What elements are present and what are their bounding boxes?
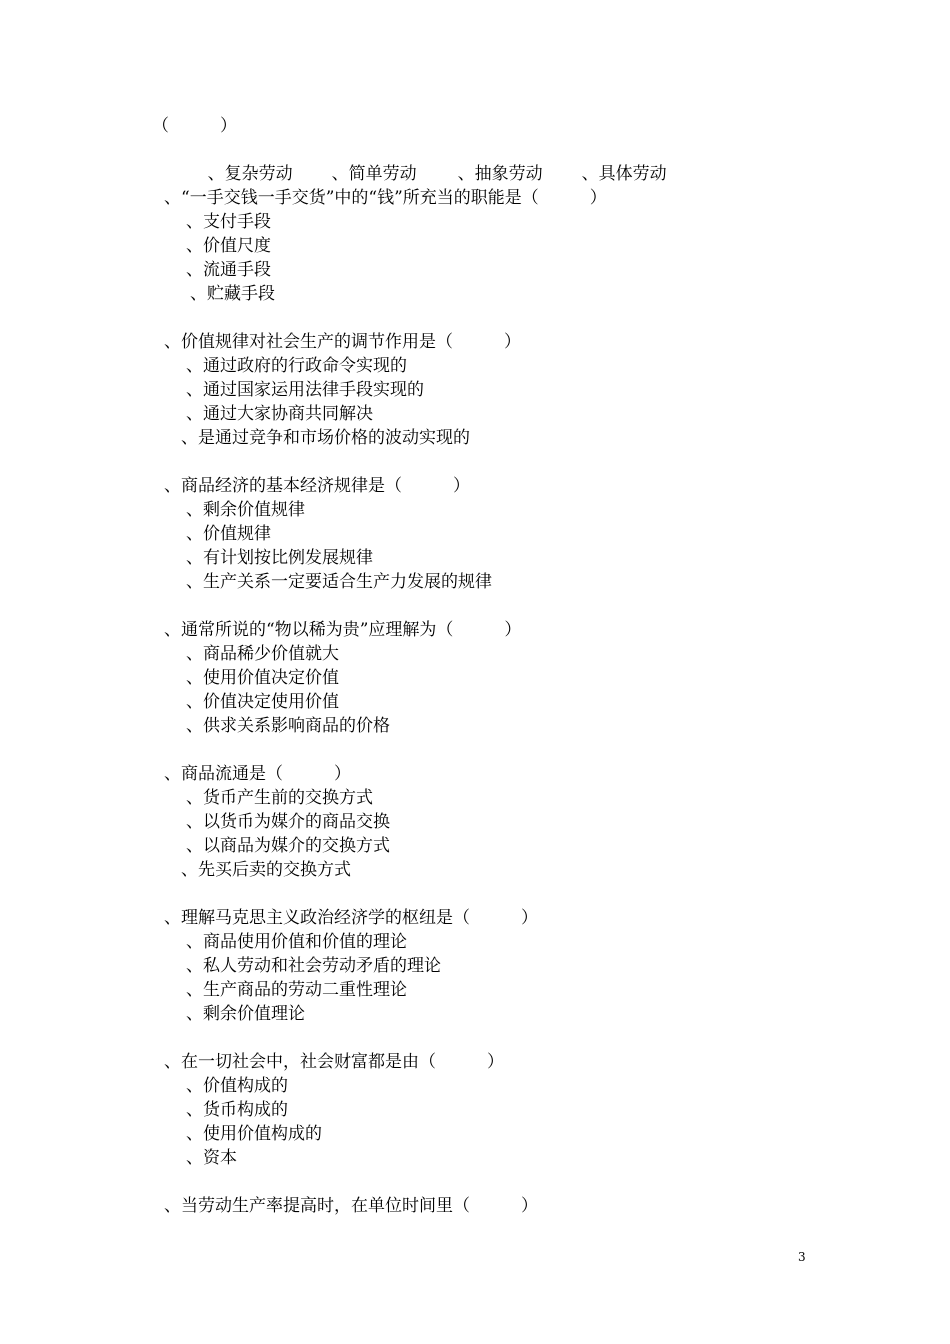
q2-option-b: 、通过国家运用法律手段实现的 bbox=[186, 380, 424, 400]
question-4: 、通常所说的“物以稀为贵”应理解为（ ） bbox=[164, 620, 522, 640]
q5-option-c: 、以商品为媒介的交换方式 bbox=[186, 836, 390, 856]
question-6: 、理解马克思主义政治经济学的枢纽是（ ） bbox=[164, 908, 538, 928]
q5-option-d: 、先买后卖的交换方式 bbox=[181, 860, 351, 880]
q7-option-d: 、资本 bbox=[186, 1148, 237, 1168]
q6-option-b: 、私人劳动和社会劳动矛盾的理论 bbox=[186, 956, 441, 976]
top-paren: （ ） bbox=[152, 116, 237, 136]
question-1: 、“一手交钱一手交货”中的“钱”所充当的职能是（ ） bbox=[164, 188, 607, 208]
q4-option-b: 、使用价值决定价值 bbox=[186, 668, 339, 688]
q1-option-c: 、流通手段 bbox=[186, 260, 271, 280]
q6-option-d: 、剩余价值理论 bbox=[186, 1004, 305, 1024]
question-2: 、价值规律对社会生产的调节作用是（ ） bbox=[164, 332, 521, 352]
q4-option-d: 、供求关系影响商品的价格 bbox=[186, 716, 390, 736]
page-number: 3 bbox=[798, 1250, 806, 1264]
q2-option-a: 、通过政府的行政命令实现的 bbox=[186, 356, 407, 376]
q2-option-c: 、通过大家协商共同解决 bbox=[186, 404, 373, 424]
q5-option-b: 、以货币为媒介的商品交换 bbox=[186, 812, 390, 832]
top-option-b: 、简单劳动 bbox=[331, 164, 417, 184]
q1-option-d: 、贮藏手段 bbox=[190, 284, 275, 304]
q3-option-b: 、价值规律 bbox=[186, 524, 271, 544]
question-3: 、商品经济的基本经济规律是（ ） bbox=[164, 476, 470, 496]
q2-option-d: 、是通过竞争和市场价格的波动实现的 bbox=[181, 428, 470, 448]
q5-option-a: 、货币产生前的交换方式 bbox=[186, 788, 373, 808]
q4-option-c: 、价值决定使用价值 bbox=[186, 692, 339, 712]
q6-option-a: 、商品使用价值和价值的理论 bbox=[186, 932, 407, 952]
q7-option-a: 、价值构成的 bbox=[186, 1076, 288, 1096]
question-8: 、当劳动生产率提高时，在单位时间里（ ） bbox=[164, 1196, 538, 1216]
q4-option-a: 、商品稀少价值就大 bbox=[186, 644, 339, 664]
question-7: 、在一切社会中，社会财富都是由（ ） bbox=[164, 1052, 504, 1072]
q3-option-d: 、生产关系一定要适合生产力发展的规律 bbox=[186, 572, 492, 592]
question-5: 、商品流通是（ ） bbox=[164, 764, 351, 784]
q1-option-a: 、支付手段 bbox=[186, 212, 271, 232]
q7-option-c: 、使用价值构成的 bbox=[186, 1124, 322, 1144]
q1-option-b: 、价值尺度 bbox=[186, 236, 271, 256]
q6-option-c: 、生产商品的劳动二重性理论 bbox=[186, 980, 407, 1000]
q3-option-a: 、剩余价值规律 bbox=[186, 500, 305, 520]
top-option-a: 、复杂劳动 bbox=[207, 164, 293, 184]
q3-option-c: 、有计划按比例发展规律 bbox=[186, 548, 373, 568]
q7-option-b: 、货币构成的 bbox=[186, 1100, 288, 1120]
top-option-c: 、抽象劳动 bbox=[457, 164, 543, 184]
top-option-d: 、具体劳动 bbox=[581, 164, 667, 184]
